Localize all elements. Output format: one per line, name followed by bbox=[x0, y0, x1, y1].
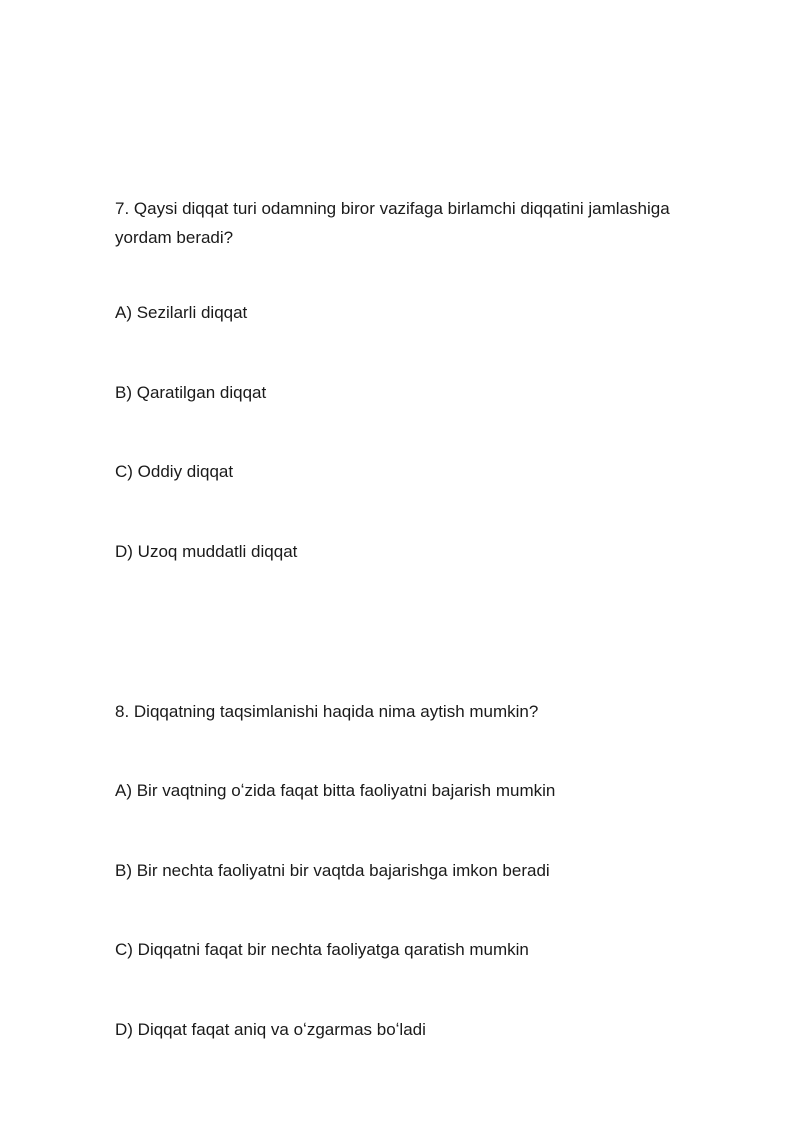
question-7-text: 7. Qaysi diqqat turi odamning biror vazifaga birlamchi diqqatini jamlashiga yordam beradi? bbox=[115, 199, 670, 247]
question-8-option-a: A) Bir vaqtning oʻzida faqat bitta faoliyatni bajarish mumkin bbox=[115, 781, 556, 800]
question-7-option-b: B) Qaratilgan diqqat bbox=[115, 383, 267, 402]
question-8-option-d: D) Diqqat faqat aniq va oʻzgarmas boʻladi bbox=[115, 1020, 426, 1039]
question-7-option-c: C) Oddiy diqqat bbox=[115, 462, 234, 481]
question-8-option-b: B) Bir nechta faoliyatni bir vaqtda bajarishga imkon beradi bbox=[115, 861, 550, 880]
question-7-option-d: D) Uzoq muddatli diqqat bbox=[115, 542, 298, 561]
question-7-option-a: A) Sezilarli diqqat bbox=[115, 303, 248, 322]
question-8-text: 8. Diqqatning taqsimlanishi haqida nima aytish mumkin? bbox=[115, 702, 539, 721]
question-8-option-c: C) Diqqatni faqat bir nechta faoliyatga qaratish mumkin bbox=[115, 940, 529, 959]
